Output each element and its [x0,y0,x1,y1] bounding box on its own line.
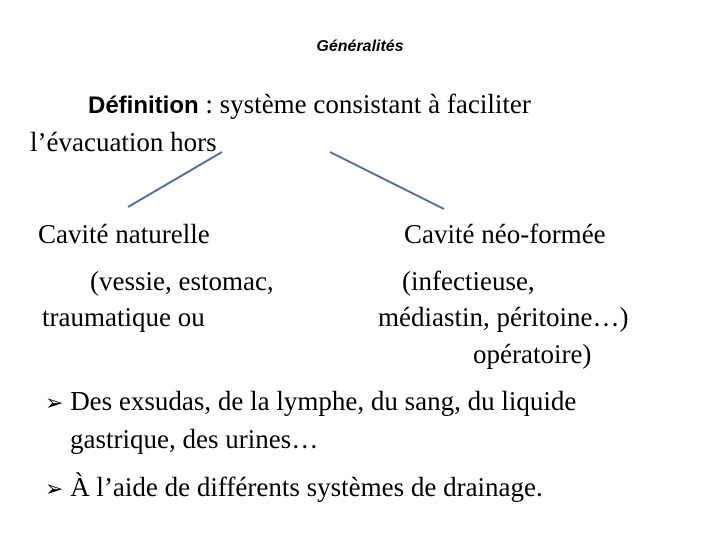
arrow-bullet-icon: ➢ [45,391,64,416]
bullet-2-line-1: À l’aide de différents systèmes de drainage. [70,472,543,502]
right-branch-line-2: médiastin, péritoine…) [378,302,629,332]
right-branch-line-1: (infectieuse, [402,266,535,296]
definition-label: Définition [88,92,199,119]
left-branch-line-2: traumatique ou [42,302,205,332]
connector-left [128,152,222,207]
bullet-1-line-1: Des exsudas, de la lymphe, du sang, du liquide [70,386,577,416]
bullet-1-line-2: gastrique, des urines… [70,424,319,454]
bullet-item-1 [45,385,576,420]
connector-right [330,152,444,209]
right-branch-line-3: opératoire) [473,339,592,369]
right-branch-heading: Cavité néo-formée [404,219,606,249]
arrow-bullet-icon: ➢ [45,477,64,502]
definition-separator: : [198,89,220,119]
left-branch-line-1: (vessie, estomac, [90,266,274,296]
definition-text: système consistant à faciliter [219,89,531,119]
definition-line-2: l’évacuation hors [30,127,217,157]
left-branch-heading: Cavité naturelle [38,219,210,249]
page-title: Généralités [316,38,404,55]
bullet-item-2 [45,471,543,506]
